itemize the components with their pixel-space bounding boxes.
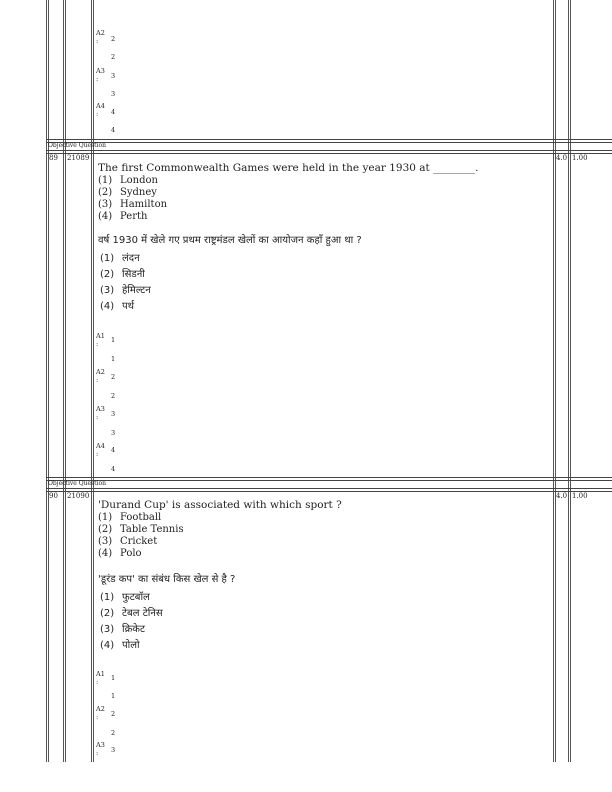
answer-label: A1	[96, 332, 105, 340]
option-number: (3)	[98, 199, 113, 210]
negative-marks: 1.00	[572, 154, 588, 162]
option-hi	[100, 622, 145, 638]
option-hi	[100, 267, 145, 283]
question-id: 21090	[67, 492, 90, 500]
marks: 4.0	[556, 492, 568, 500]
answer-repeat: 2	[111, 53, 116, 61]
option-en	[98, 512, 161, 524]
option-number: (4)	[100, 301, 115, 312]
option-text: Cricket	[120, 536, 158, 547]
option-number: (1)	[98, 175, 113, 186]
option-number: (2)	[100, 269, 115, 280]
option-number: (1)	[98, 512, 113, 523]
answer-repeat: 1	[111, 355, 116, 363]
question-text-hi: वर्ष 1930 में खेले गए प्रथम राष्ट्रमंडल खेलों का आयोजन कहाँ हुआ था ?	[98, 235, 362, 246]
option-number: (3)	[98, 536, 113, 547]
question-serial: 90	[49, 492, 58, 500]
option-number: (1)	[100, 592, 115, 603]
option-en	[98, 187, 157, 199]
answer-value: 1	[111, 336, 116, 344]
option-text: सिडनी	[122, 269, 145, 280]
answer-value: 2	[111, 710, 116, 718]
option-en	[98, 175, 158, 187]
question-text-hi: 'डूरंड कप' का संबंध किस खेल से है ?	[98, 574, 236, 585]
option-en	[98, 548, 142, 560]
answer-value: 3	[111, 410, 116, 418]
answer-colon: :	[96, 713, 99, 721]
answer-value: 2	[111, 35, 116, 43]
answer-colon: :	[96, 37, 99, 45]
answer-colon: :	[96, 678, 99, 686]
option-number: (2)	[98, 524, 113, 535]
answer-label: A4	[96, 442, 105, 450]
option-text: क्रिकेट	[122, 624, 145, 635]
answer-colon: :	[96, 376, 99, 384]
answer-value: 4	[111, 108, 116, 116]
answer-label: A2	[96, 29, 105, 37]
option-hi	[100, 251, 140, 267]
question-text-en: 'Durand Cup' is associated with which sport ?	[98, 499, 342, 511]
option-hi	[100, 283, 151, 299]
section-label: Objective Question	[48, 480, 106, 487]
answer-repeat: 3	[111, 90, 116, 98]
answer-colon: :	[96, 75, 99, 83]
answer-repeat: 3	[111, 429, 116, 437]
option-en	[98, 524, 184, 536]
question-id: 21089	[67, 154, 90, 162]
answer-value: 3	[111, 746, 116, 754]
option-text: Sydney	[120, 187, 157, 198]
option-en	[98, 536, 157, 548]
option-text: Football	[120, 512, 162, 523]
negative-marks: 1.00	[572, 492, 588, 500]
option-number: (3)	[100, 624, 115, 635]
option-text: फुटबॉल	[122, 592, 150, 603]
answer-value: 3	[111, 72, 116, 80]
question-serial: 89	[49, 154, 58, 162]
option-en	[98, 211, 147, 223]
answer-label: A1	[96, 670, 105, 678]
option-hi	[100, 590, 150, 606]
answer-label: A2	[96, 705, 105, 713]
option-text: पोलो	[122, 640, 140, 651]
option-number: (3)	[100, 285, 115, 296]
option-text: पर्थ	[122, 301, 135, 312]
answer-repeat: 1	[111, 692, 116, 700]
answer-repeat: 4	[111, 465, 116, 473]
answer-repeat: 2	[111, 729, 116, 737]
answer-value: 4	[111, 446, 116, 454]
answer-colon: :	[96, 450, 99, 458]
section-label: Objective Question	[48, 142, 106, 149]
answer-colon: :	[96, 110, 99, 118]
option-text: हेमिल्टन	[122, 285, 151, 296]
answer-label: A3	[96, 67, 105, 75]
option-number: (1)	[100, 253, 115, 264]
answer-value: 2	[111, 373, 116, 381]
option-text: टेबल टेनिस	[122, 608, 163, 619]
answer-label: A2	[96, 368, 105, 376]
option-number: (4)	[98, 548, 113, 559]
answer-repeat: 4	[111, 126, 116, 134]
answer-colon: :	[96, 749, 99, 757]
option-number: (4)	[100, 640, 115, 651]
option-text: Polo	[120, 548, 142, 559]
option-number: (2)	[100, 608, 115, 619]
answer-label: A3	[96, 405, 105, 413]
option-hi	[100, 606, 163, 622]
answer-colon: :	[96, 340, 99, 348]
option-text: लंदन	[122, 253, 140, 264]
answer-value: 1	[111, 674, 116, 682]
answer-label: A3	[96, 741, 105, 749]
answer-repeat: 2	[111, 392, 116, 400]
option-text: Table Tennis	[120, 524, 184, 535]
option-hi	[100, 299, 134, 315]
option-number: (2)	[98, 187, 113, 198]
option-number: (4)	[98, 211, 113, 222]
option-hi	[100, 638, 140, 654]
option-text: Perth	[120, 211, 148, 222]
answer-colon: :	[96, 413, 99, 421]
answer-label: A4	[96, 102, 105, 110]
question-text-en: The first Commonwealth Games were held in the year 1930 at ________.	[98, 162, 479, 174]
marks: 4.0	[556, 154, 568, 162]
option-text: Hamilton	[120, 199, 168, 210]
option-text: London	[120, 175, 158, 186]
option-en	[98, 199, 167, 211]
